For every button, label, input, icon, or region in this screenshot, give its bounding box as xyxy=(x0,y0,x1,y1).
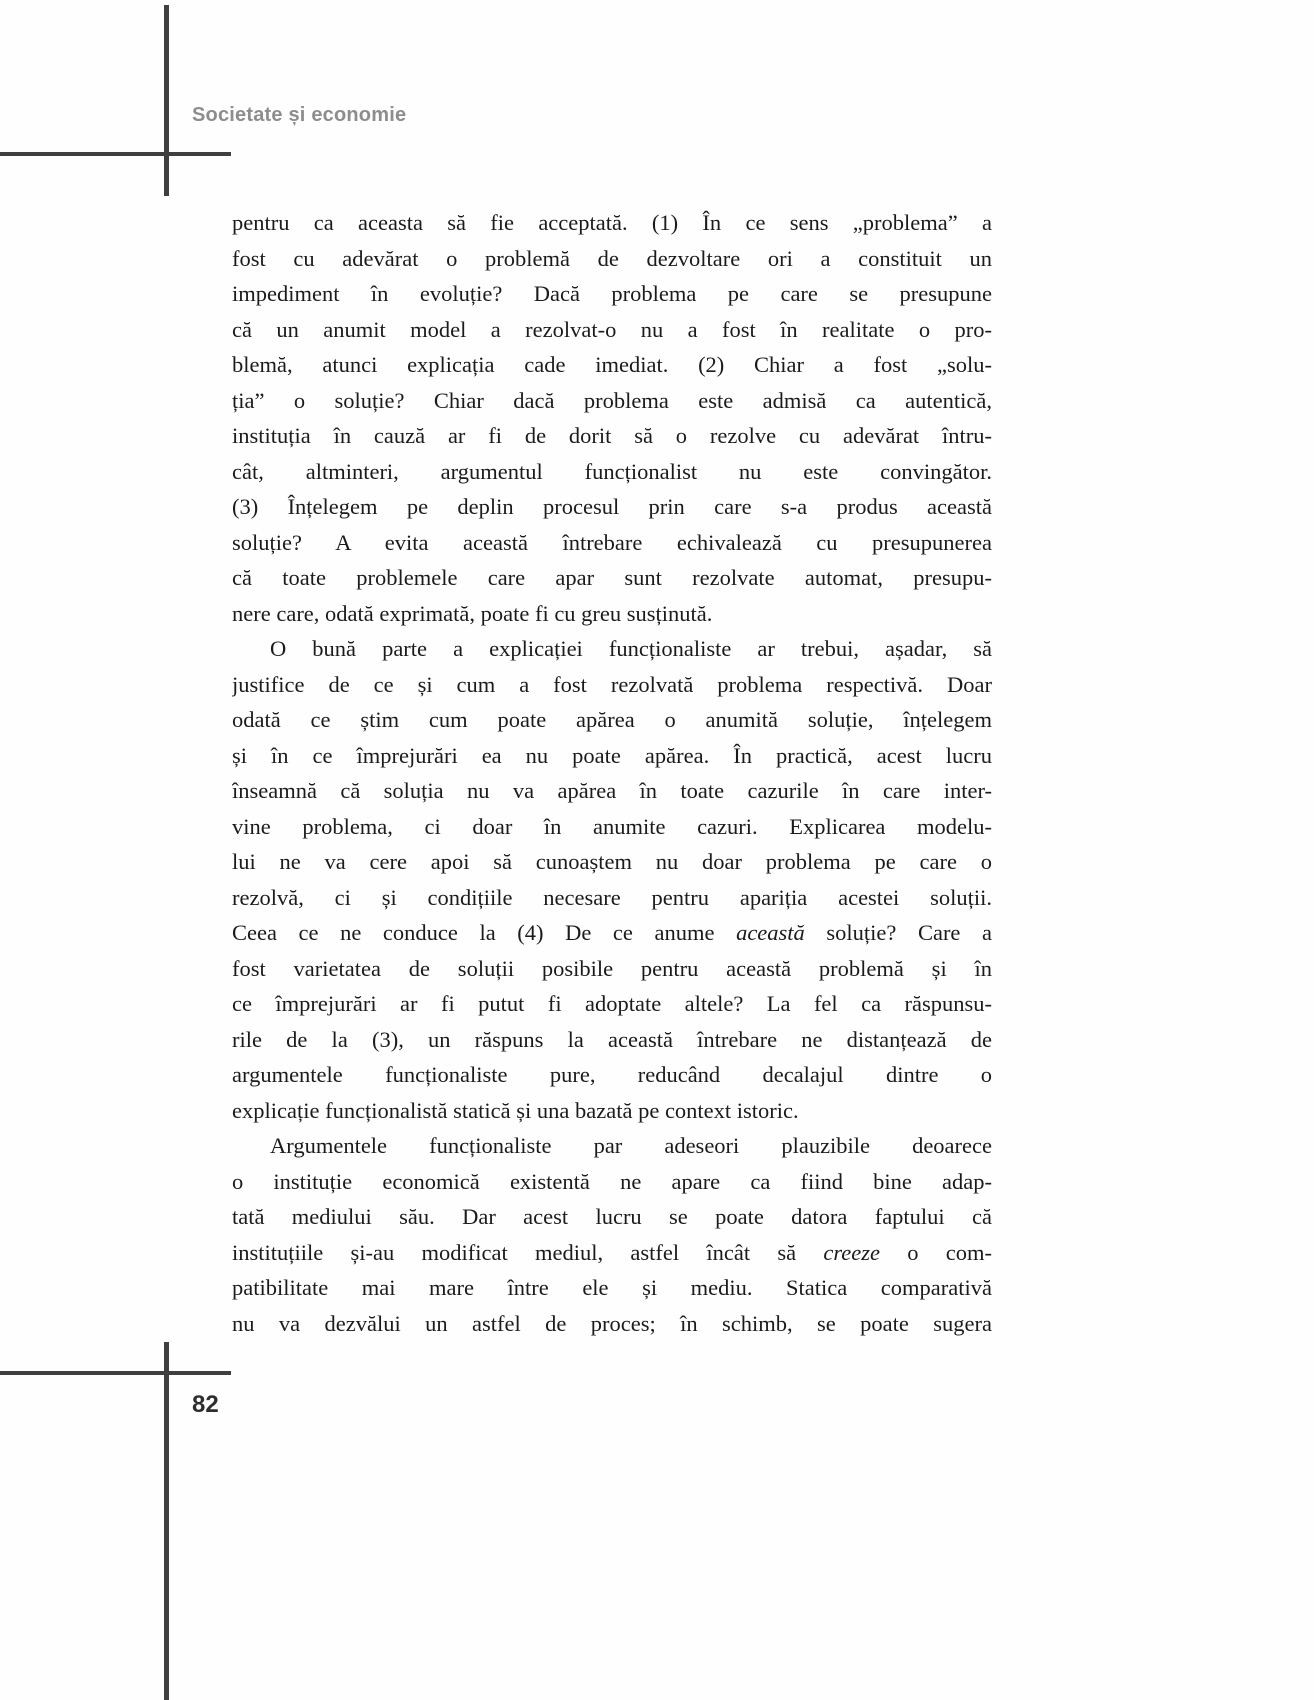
text-line: ția” o soluție? Chiar dacă problema este admisă ca autentică, xyxy=(232,387,992,413)
text-line: vine problema, ci doar în anumite cazuri. Explicarea modelu- xyxy=(232,813,992,839)
body-text xyxy=(232,205,992,1341)
text-line: și în ce împrejurări ea nu poate apărea. În practică, acest lucru xyxy=(232,742,992,768)
text-line: Ceea ce ne conduce la (4) De ce anume această soluție? Care a xyxy=(232,920,992,945)
text-line: argumentele funcționaliste pure, reducând decalajul dintre o xyxy=(232,1062,992,1087)
paragraph xyxy=(232,205,992,631)
text-line: înseamnă că soluția nu va apărea în toate cazurile în care inter- xyxy=(232,778,992,803)
text-line: patibilitate mai mare între ele și mediu. Statica comparativă xyxy=(232,1275,992,1300)
text-line: blemă, atunci explicația cade imediat. (2) Chiar a fost „solu- xyxy=(232,352,992,377)
text-line: fost varietatea de soluții posibile pentru această problemă și în xyxy=(232,955,992,981)
text-line: instituțiile și-au modificat mediul, astfel încât să creeze o com- xyxy=(232,1239,992,1265)
text-line: nu va dezvălui un astfel de proces; în schimb, se poate sugera xyxy=(232,1310,992,1336)
margin-rule-horizontal-bottom xyxy=(0,1371,231,1375)
paragraph xyxy=(232,631,992,1128)
paragraph xyxy=(232,1128,992,1341)
text-line: (3) Înțelegem pe deplin procesul prin care s-a produs această xyxy=(232,494,992,519)
text-line: lui ne va cere apoi să cunoaștem nu doar problema pe care o xyxy=(232,849,992,874)
text-line: odată ce știm cum poate apărea o anumită soluție, înțelegem xyxy=(232,707,992,732)
text-line: că un anumit model a rezolvat-o nu a fost în realitate o pro- xyxy=(232,316,992,342)
margin-rule-horizontal-top xyxy=(0,152,231,156)
text-line: nere care, odată exprimată, poate fi cu greu susținută. xyxy=(232,600,713,626)
text-line: Argumentele funcționaliste par adeseori plauzibile deoarece xyxy=(270,1133,992,1158)
text-line: rezolvă, ci și condițiile necesare pentru apariția acestei soluții. xyxy=(232,884,992,910)
margin-rule-vertical-bottom xyxy=(164,1342,169,1700)
text-line: O bună parte a explicației funcționaliste ar trebui, așadar, să xyxy=(270,636,992,661)
margin-rule-vertical-top xyxy=(164,5,169,196)
text-line: pentru ca aceasta să fie acceptată. (1) În ce sens „problema” a xyxy=(232,210,992,235)
text-line: fost cu adevărat o problemă de dezvoltare ori a constituit un xyxy=(232,245,992,271)
text-line: explicație funcționalistă statică și una bazată pe context istoric. xyxy=(232,1097,799,1123)
text-line: tată mediului său. Dar acest lucru se poate datora faptului că xyxy=(232,1204,992,1229)
text-line: o instituție economică existentă ne apare ca fiind bine adap- xyxy=(232,1168,992,1194)
text-line: că toate problemele care apar sunt rezolvate automat, presupu- xyxy=(232,565,992,590)
page-number: 82 xyxy=(192,1391,219,1418)
text-line: soluție? A evita această întrebare echivalează cu presupunerea xyxy=(232,529,992,555)
text-line: justifice de ce și cum a fost rezolvată problema respectivă. Doar xyxy=(232,671,992,697)
text-line: impediment în evoluție? Dacă problema pe care se presupune xyxy=(232,281,992,306)
text-line: ce împrejurări ar fi putut fi adoptate altele? La fel ca răspunsu- xyxy=(232,991,992,1016)
text-line: rile de la (3), un răspuns la această întrebare ne distanțează de xyxy=(232,1026,992,1052)
text-line: instituția în cauză ar fi de dorit să o rezolve cu adevărat întru- xyxy=(232,423,992,448)
running-header: Societate și economie xyxy=(192,104,407,126)
text-line: cât, altminteri, argumentul funcționalist nu este convingător. xyxy=(232,458,992,484)
